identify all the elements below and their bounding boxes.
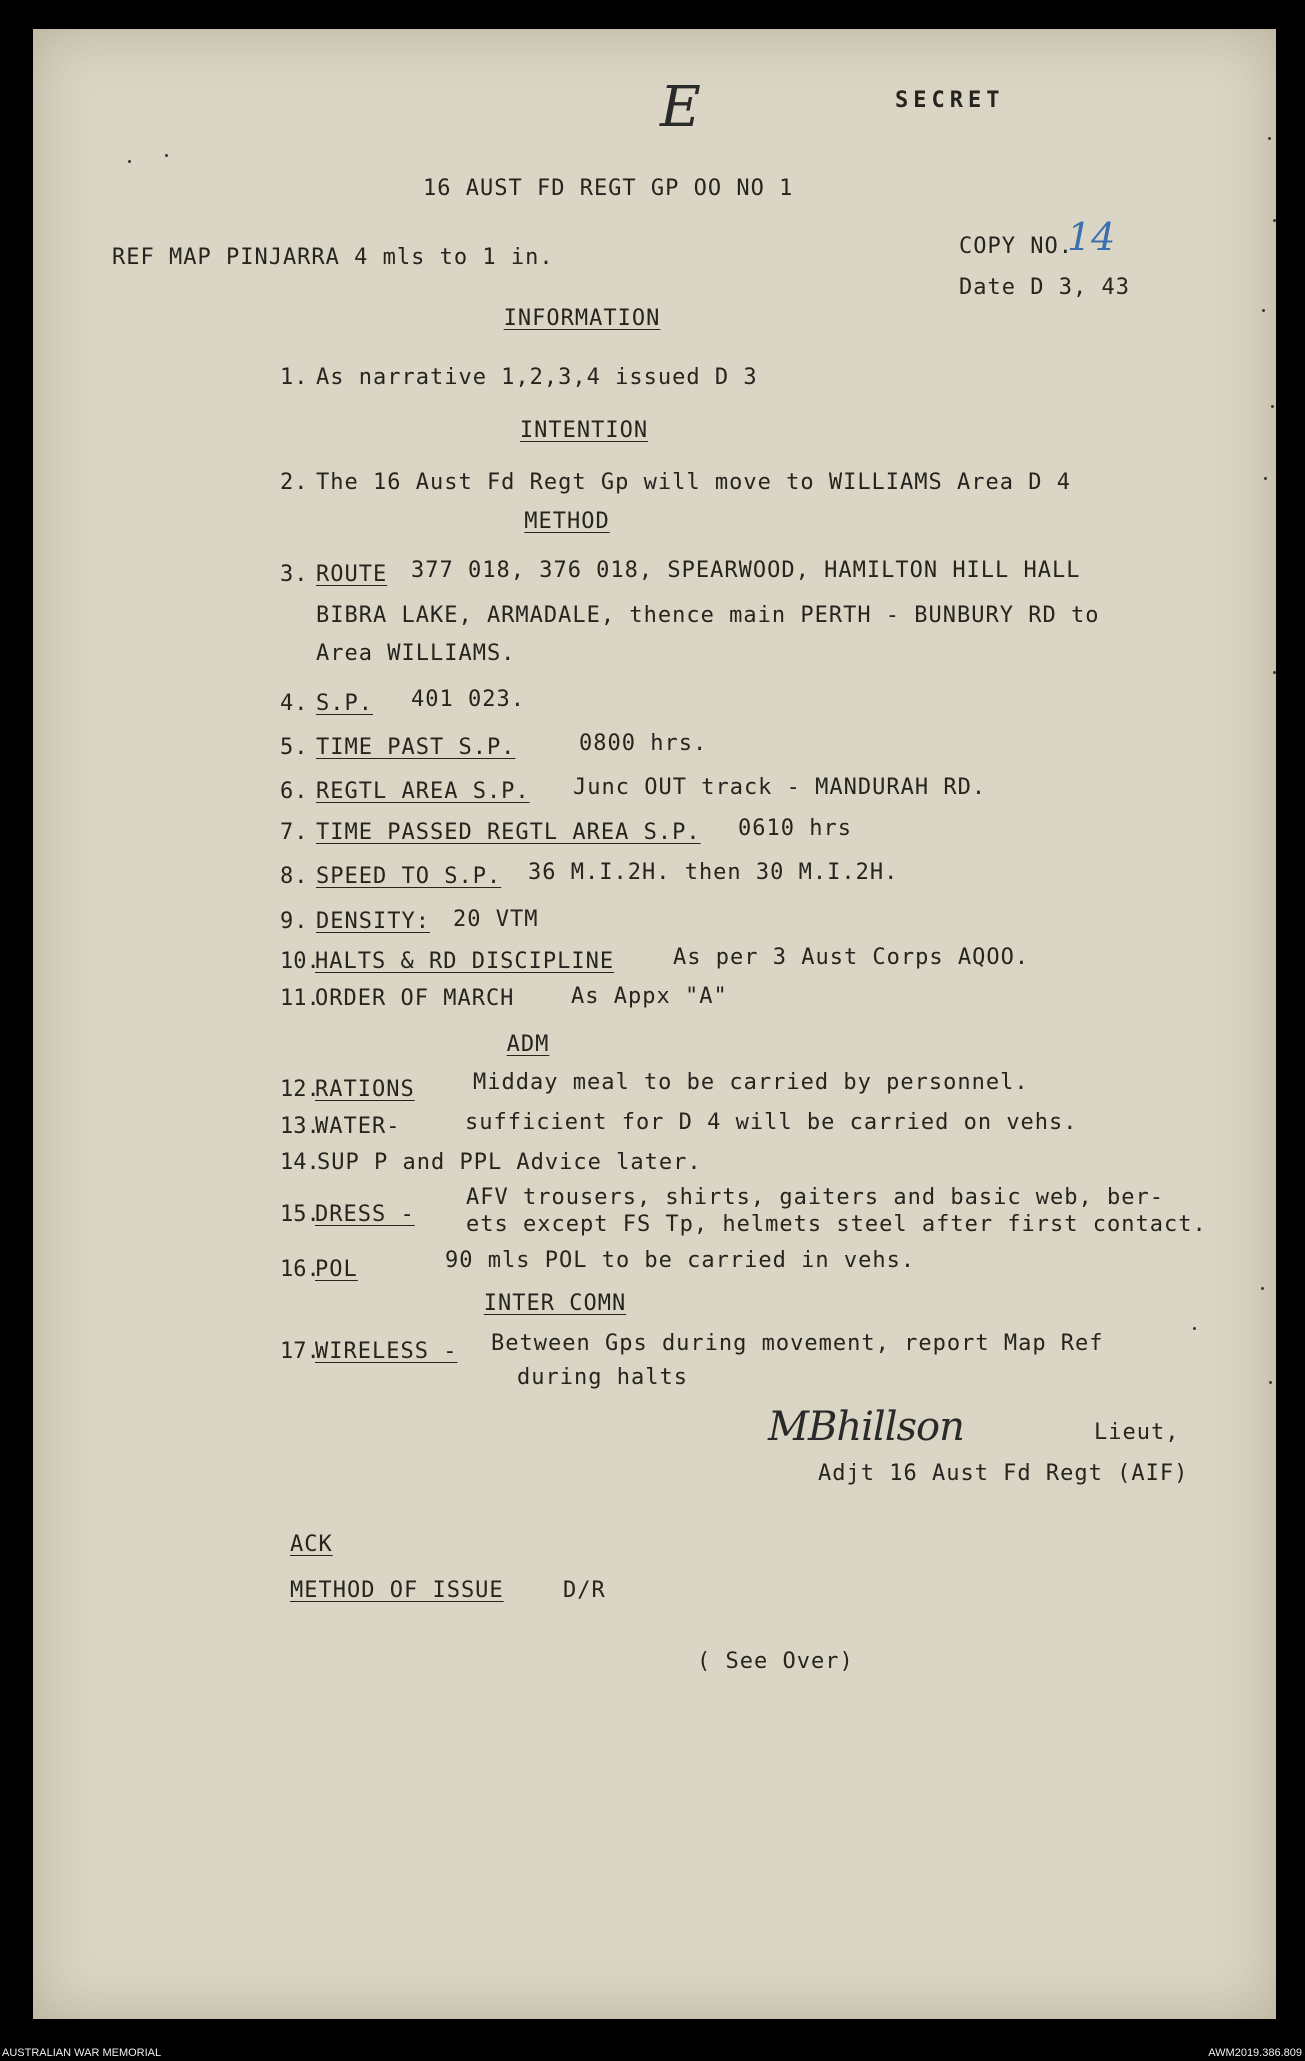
- acknowledgement-label: ACK: [290, 1532, 333, 1557]
- paragraph-15-text-line-2: ets except FS Tp, helmets steel after first contact.: [466, 1212, 1207, 1237]
- document-date: Date D 3, 43: [959, 275, 1130, 300]
- signature-appointment: Adjt 16 Aust Fd Regt (AIF): [818, 1461, 1189, 1486]
- paragraph-14-text: SUP P and PPL Advice later.: [317, 1150, 702, 1175]
- paragraph-13-text: sufficient for D 4 will be carried on vehs.: [465, 1110, 1078, 1135]
- section-heading-information: INFORMATION: [503, 306, 661, 331]
- section-heading-inter-comn: INTER COMN: [483, 1291, 627, 1316]
- paragraph-7-text: 0610 hrs: [738, 816, 852, 841]
- copy-number-value: 14: [1067, 215, 1116, 259]
- paragraph-11-number: 11.: [280, 986, 320, 1011]
- paragraph-4-label: S.P.: [316, 691, 373, 716]
- paragraph-3-text-line-2: BIBRA LAKE, ARMADALE, thence main PERTH - BUNBURY RD to: [316, 603, 1100, 628]
- section-heading-adm: ADM: [506, 1032, 550, 1057]
- paragraph-10-text: As per 3 Aust Corps AQOO.: [673, 945, 1030, 970]
- paragraph-3-text-line-3: Area WILLIAMS.: [316, 641, 516, 666]
- paragraph-3-number: 3.: [280, 562, 309, 587]
- method-of-issue-value: D/R: [563, 1578, 606, 1603]
- paragraph-6-label: REGTL AREA S.P.: [316, 779, 530, 804]
- paragraph-14-number: 14.: [280, 1150, 320, 1175]
- paragraph-16-text: 90 mls POL to be carried in vehs.: [445, 1248, 916, 1273]
- paragraph-11-label: ORDER OF MARCH: [315, 986, 515, 1011]
- paragraph-15-text: AFV trousers, shirts, gaiters and basic web, ber-: [466, 1185, 1165, 1210]
- paragraph-3-text: 377 018, 376 018, SPEARWOOD, HAMILTON HILL HALL: [411, 558, 1081, 583]
- paragraph-1-text: As narrative 1,2,3,4 issued D 3: [316, 365, 758, 390]
- document-title: 16 AUST FD REGT GP OO NO 1: [423, 176, 794, 201]
- section-heading-intention: INTENTION: [519, 418, 649, 443]
- paragraph-5-label: TIME PAST S.P.: [316, 735, 516, 760]
- paragraph-8-number: 8.: [280, 864, 309, 889]
- paragraph-15-number: 15.: [280, 1202, 320, 1227]
- paragraph-6-number: 6.: [280, 779, 309, 804]
- paragraph-15-label: DRESS -: [315, 1202, 415, 1227]
- paragraph-2-number: 2.: [280, 470, 309, 495]
- paragraph-10-number: 10.: [280, 949, 320, 974]
- section-heading-method: METHOD: [524, 509, 610, 534]
- paragraph-3-label: ROUTE: [316, 562, 388, 587]
- paragraph-7-number: 7.: [280, 820, 309, 845]
- paragraph-17-text: Between Gps during movement, report Map Ref: [491, 1331, 1104, 1356]
- paragraph-4-text: 401 023.: [411, 687, 525, 712]
- paragraph-16-label: POL: [315, 1257, 358, 1282]
- see-over-note: ( See Over): [697, 1649, 854, 1674]
- paragraph-6-text: Junc OUT track - MANDURAH RD.: [573, 775, 987, 800]
- document-page: [33, 29, 1276, 2019]
- copy-number-label: COPY NO.: [959, 234, 1073, 259]
- paragraph-7-label: TIME PASSED REGTL AREA S.P.: [316, 820, 701, 845]
- method-of-issue-label: METHOD OF ISSUE: [290, 1578, 504, 1603]
- paragraph-9-label: DENSITY:: [316, 909, 430, 934]
- handwritten-signature: MBhillson: [768, 1404, 964, 1450]
- signature-rank: Lieut,: [1094, 1420, 1180, 1445]
- archive-credit: AUSTRALIAN WAR MEMORIAL: [2, 2047, 162, 2059]
- paragraph-12-label: RATIONS: [315, 1077, 415, 1102]
- paragraph-17-label: WIRELESS -: [315, 1339, 458, 1364]
- paragraph-13-number: 13.: [280, 1114, 320, 1139]
- paragraph-10-label: HALTS & RD DISCIPLINE: [315, 949, 615, 974]
- paragraph-8-text: 36 M.I.2H. then 30 M.I.2H.: [528, 860, 899, 885]
- paragraph-9-text: 20 VTM: [453, 907, 539, 932]
- paragraph-17-number: 17.: [280, 1339, 320, 1364]
- paragraph-11-text: As Appx "A": [571, 984, 728, 1009]
- paragraph-5-text: 0800 hrs.: [579, 731, 708, 756]
- paragraph-9-number: 9.: [280, 909, 309, 934]
- archive-item-id: AWM2019.386.809: [1208, 2047, 1302, 2059]
- paragraph-2-text: The 16 Aust Fd Regt Gp will move to WILLIAMS Area D 4: [316, 470, 1071, 495]
- ref-map: REF MAP PINJARRA 4 mls to 1 in.: [112, 245, 554, 270]
- paragraph-12-number: 12.: [280, 1077, 320, 1102]
- handwritten-letter: E: [660, 75, 701, 140]
- paragraph-17-text-line-2: during halts: [517, 1365, 688, 1390]
- paragraph-1-number: 1.: [280, 365, 309, 390]
- paragraph-13-label: WATER-: [315, 1114, 401, 1139]
- paragraph-4-number: 4.: [280, 691, 309, 716]
- paragraph-5-number: 5.: [280, 735, 309, 760]
- paragraph-12-text: Midday meal to be carried by personnel.: [473, 1070, 1029, 1095]
- classification-marking: SECRET: [895, 88, 1005, 113]
- paragraph-16-number: 16.: [280, 1257, 320, 1282]
- paragraph-8-label: SPEED TO S.P.: [316, 864, 502, 889]
